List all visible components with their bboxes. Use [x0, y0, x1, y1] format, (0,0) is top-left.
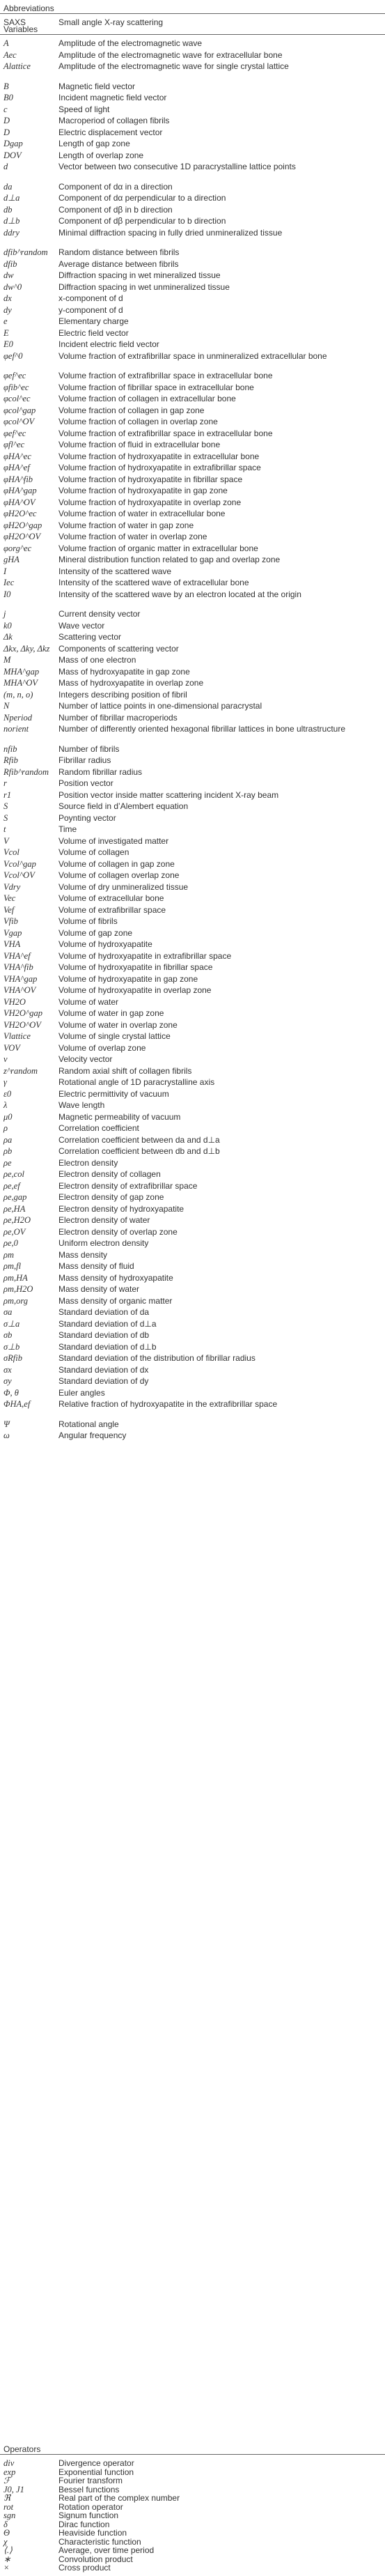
description-cell: Volume fraction of extrafibrillar space in extracellular bone [58, 371, 273, 380]
symbol-cell: DOV [3, 150, 22, 160]
symbol-cell: Δkx, Δky, Δkz [3, 643, 50, 654]
symbol-cell: VHA^OV [3, 985, 36, 995]
symbol-cell: ρe,col [3, 1169, 24, 1179]
symbol-cell: z^random [3, 1065, 38, 1076]
symbol-cell: φcol^OV [3, 417, 35, 426]
description-cell: Rotational angle of 1D paracrystalline axis [58, 1077, 215, 1087]
description-cell: Wave vector [58, 620, 105, 631]
symbol-cell: ℜ [3, 2493, 11, 2503]
description-cell: Divergence operator [58, 2458, 134, 2468]
symbol-cell: r [3, 778, 7, 788]
description-cell: Electron density of overlap zone [58, 1226, 178, 1237]
symbol-cell: ρe,OV [3, 1226, 26, 1237]
section-divider [0, 13, 385, 14]
symbol-cell: ρa [3, 1134, 13, 1145]
description-cell: Intensity of the scattered wave of extracellular bone [58, 578, 249, 587]
description-cell: Volume of hydroxyapatite in fibrillar space [58, 962, 213, 972]
description-cell: Correlation coefficient between da and d⊥a [58, 1134, 220, 1145]
symbol-cell: e [3, 316, 8, 326]
symbol-cell: ρm,HA [3, 1272, 28, 1283]
symbol-cell: dy [3, 304, 12, 315]
description-cell: Electric field vector [58, 327, 129, 338]
description-cell: Mass density [58, 1249, 108, 1260]
symbol-cell: r1 [3, 789, 12, 800]
description-cell: Number of lattice points in one-dimensional paracrystal [58, 701, 262, 711]
symbol-cell: ∗ [3, 2554, 11, 2564]
symbol-cell: λ [3, 1100, 8, 1110]
description-cell: Volume fraction of extrafibrillar space in extracellular bone [58, 428, 273, 438]
description-cell: Volume fraction of water in extracellular bone [58, 509, 226, 518]
symbol-cell: Vcol^gap [3, 858, 36, 869]
symbol-cell: VOV [3, 1042, 20, 1053]
description-cell: Time [58, 824, 77, 834]
symbol-cell: Vlattice [3, 1031, 31, 1041]
description-cell: Angular frequency [58, 1430, 127, 1440]
symbol-cell: V [3, 835, 9, 846]
symbol-cell: ρe,H2O [3, 1215, 31, 1225]
symbol-cell: VHA^ef [3, 950, 31, 961]
description-cell: Mass density of water [58, 1284, 140, 1294]
symbol-cell: VHA^gap [3, 973, 38, 984]
description-cell: Amplitude of the electromagnetic wave for single crystal lattice [58, 61, 289, 71]
description-cell: Exponential function [58, 2467, 134, 2477]
description-cell: y-component of d [58, 304, 123, 315]
description-cell: Heaviside function [58, 2528, 127, 2538]
symbol-cell: Rfib^random [3, 766, 49, 777]
symbol-cell: ℱ [3, 2476, 10, 2485]
symbol-cell: Aec [3, 49, 17, 60]
description-cell: Poynting vector [58, 812, 116, 823]
symbol-cell: Vfib [3, 916, 18, 926]
section-divider [0, 34, 385, 35]
description-cell: Euler angles [58, 1387, 105, 1398]
description-cell: Volume fraction of water in gap zone [58, 520, 194, 530]
symbol-cell: γ [3, 1077, 7, 1087]
symbol-cell: div [3, 2458, 15, 2468]
description-cell: Volume fraction of hydroxyapatite in overlap zone [58, 497, 242, 507]
description-cell: Electron density of collagen [58, 1169, 161, 1179]
symbol-cell: da [3, 181, 13, 192]
symbol-cell: σx [3, 1364, 12, 1375]
description-cell: Current density vector [58, 609, 141, 619]
symbol-cell: S [3, 801, 8, 811]
symbol-cell: rot [3, 2501, 14, 2512]
symbol-cell: φH2O^ec [3, 509, 37, 518]
symbol-cell: φH2O^OV [3, 532, 41, 541]
description-cell: Mass density of fluid [58, 1261, 134, 1271]
description-cell: Electron density of extrafibrillar space [58, 1180, 198, 1191]
description-cell: Volume of collagen overlap zone [58, 870, 180, 880]
symbol-cell: ρe,ef [3, 1180, 20, 1191]
symbol-cell: φfib^ec [3, 382, 29, 392]
symbol-cell: ddry [3, 227, 19, 238]
symbol-cell: t [3, 824, 6, 834]
symbol-cell: B [3, 81, 9, 91]
symbol-cell: ρm,fl [3, 1261, 22, 1271]
symbol-cell: j [3, 609, 6, 619]
description-cell: Random axial shift of collagen fibrils [58, 1065, 192, 1076]
symbol-cell: φHA^OV [3, 497, 36, 507]
description-cell: Cross product [58, 2563, 111, 2573]
description-cell: Volume of water in gap zone [58, 1008, 164, 1018]
symbol-cell: φef^ec [3, 428, 26, 438]
symbol-cell: D [3, 116, 10, 125]
symbol-cell: dw [3, 270, 14, 280]
description-cell: Magnetic field vector [58, 81, 136, 91]
description-cell: Velocity vector [58, 1054, 113, 1064]
description-cell: Position vector inside matter scattering incident X-ray beam [58, 789, 279, 800]
description-cell: Volume of extracellular bone [58, 893, 164, 903]
symbol-cell: σy [3, 1376, 12, 1386]
description-cell: Magnetic permeability of vacuum [58, 1111, 181, 1122]
description-cell: Volume fraction of hydroxyapatite in extrafibrillar space [58, 463, 261, 472]
description-cell: Electron density of hydroxyapatite [58, 1203, 184, 1214]
description-cell: Volume fraction of hydroxyapatite in gap zone [58, 486, 228, 495]
symbol-cell: σRfib [3, 1353, 22, 1363]
symbol-cell: J0, J1 [3, 2484, 24, 2494]
description-cell: Convolution product [58, 2554, 133, 2564]
symbol-cell: φHA^ec [3, 451, 31, 461]
description-cell: Volume of gap zone [58, 927, 133, 938]
symbol-cell: VH2O^gap [3, 1008, 42, 1018]
description-cell: Volume fraction of collagen in extracellular bone [58, 394, 236, 403]
symbol-cell: exp [3, 2467, 16, 2477]
symbol-cell: Vec [3, 893, 16, 903]
description-cell: Position vector [58, 778, 113, 788]
description-cell: Random distance between fibrils [58, 247, 180, 257]
symbol-cell: k0 [3, 620, 12, 631]
symbol-cell: gHA [3, 555, 19, 564]
description-cell: Uniform electron density [58, 1238, 149, 1248]
description-cell: Integers describing position of fibril [58, 689, 187, 700]
description-cell: x-component of d [58, 293, 123, 303]
description-cell: Volume of water in overlap zone [58, 1019, 178, 1030]
symbol-cell: ρb [3, 1146, 13, 1156]
symbol-cell: E0 [3, 339, 13, 349]
symbol-cell: φHA^gap [3, 486, 37, 495]
description-cell: Component of dα perpendicular to a direction [58, 193, 226, 203]
symbol-cell: d⊥a [3, 193, 20, 203]
description-cell: Volume of hydroxyapatite in gap zone [58, 973, 198, 984]
symbol-cell: db [3, 204, 13, 215]
description-cell: Standard deviation of the distribution of fibrillar radius [58, 1353, 256, 1363]
description-cell: Number of fibrils [58, 743, 120, 754]
symbol-cell: dx [3, 293, 12, 303]
symbol-cell: MHA^OV [3, 678, 38, 688]
symbol-cell: Vcol^OV [3, 870, 35, 880]
description-cell: Volume fraction of fluid in extracellular bone [58, 440, 221, 449]
description-cell: Standard deviation of dx [58, 1364, 149, 1375]
description-cell: Volume of dry unmineralized tissue [58, 881, 189, 892]
symbol-cell: ⟨.⟩ [3, 2545, 13, 2555]
description-cell: Electron density [58, 1157, 118, 1168]
description-cell: Mineral distribution function related to gap and overlap zone [58, 555, 281, 564]
description-cell: Average distance between fibrils [58, 259, 179, 269]
symbol-cell: δ [3, 2519, 8, 2529]
description-cell: Component of dα in a direction [58, 181, 173, 192]
description-cell: Components of scattering vector [58, 643, 179, 654]
section-divider [0, 2454, 385, 2455]
description-cell: Standard deviation of d⊥a [58, 1318, 157, 1329]
symbol-cell: c [3, 104, 8, 114]
symbol-cell: ρm [3, 1249, 15, 1260]
symbol-cell: D [3, 127, 10, 137]
description-cell: Dirac function [58, 2519, 110, 2529]
symbol-cell: E [3, 327, 9, 338]
symbol-cell: dw^0 [3, 281, 22, 292]
description-cell: Relative fraction of hydroxyapatite in the extrafibrillar space [58, 1399, 278, 1409]
symbol-cell: Alattice [3, 61, 31, 71]
description-cell: Mass of hydroxyapatite in overlap zone [58, 678, 204, 688]
description-cell: Mass density of hydroxyapatite [58, 1272, 173, 1283]
description-cell: Correlation coefficient between db and d⊥b [58, 1146, 220, 1156]
description-cell: Mass of hydroxyapatite in gap zone [58, 666, 190, 677]
description-cell: Volume of single crystal lattice [58, 1031, 171, 1041]
symbol-cell: ρe,gap [3, 1192, 27, 1202]
description-cell: Volume fraction of hydroxyapatite in fibrillar space [58, 474, 243, 484]
description-cell: Number of fibrillar macroperiods [58, 712, 178, 723]
description-cell: Wave length [58, 1100, 105, 1110]
section-title: Abbreviations [3, 3, 54, 13]
symbol-cell: A [3, 38, 9, 48]
symbol-cell: Nperiod [3, 712, 32, 723]
description-cell: Volume of hydroxyapatite in overlap zone [58, 985, 212, 995]
description-cell: Real part of the complex number [58, 2493, 180, 2503]
description-cell: Intensity of the scattered wave by an electron located at the origin [58, 589, 301, 599]
description-cell: Volume fraction of organic matter in extracellular bone [58, 543, 258, 553]
description-cell: Volume of hydroxyapatite in extrafibrillar space [58, 950, 232, 961]
symbol-cell: dfib [3, 259, 17, 269]
symbol-cell: MHA^gap [3, 666, 40, 677]
symbol-cell: σ⊥b [3, 1341, 20, 1352]
description-cell: Fibrillar radius [58, 755, 111, 765]
description-cell: Volume of investigated matter [58, 835, 169, 846]
description-cell: Volume of water [58, 996, 119, 1007]
symbol-cell: Θ [3, 2528, 10, 2538]
description-cell: Standard deviation of db [58, 1330, 150, 1340]
symbol-cell: ρe,HA [3, 1203, 26, 1214]
description-cell: Volume fraction of collagen in overlap zone [58, 417, 218, 426]
description-cell: Macroperiod of collagen fibrils [58, 116, 170, 125]
description-cell: Mass density of organic matter [58, 1295, 173, 1306]
description-cell: Volume of overlap zone [58, 1042, 146, 1053]
description-cell: Fourier transform [58, 2476, 123, 2485]
description-cell: Incident magnetic field vector [58, 93, 167, 102]
description-cell: Length of gap zone [58, 139, 130, 148]
symbol-cell: Vcol [3, 847, 19, 857]
symbol-cell: SAXS [3, 17, 26, 27]
symbol-cell: χ [3, 2536, 8, 2547]
symbol-cell: VHA [3, 939, 21, 949]
symbol-cell: (m, n, o) [3, 689, 33, 700]
section-title: Operators [3, 2444, 41, 2454]
description-cell: Electron density of water [58, 1215, 150, 1225]
description-cell: Volume of collagen [58, 847, 129, 857]
description-cell: Volume of collagen in gap zone [58, 858, 175, 869]
description-cell: Correlation coefficient [58, 1123, 139, 1133]
description-cell: Number of differently oriented hexagonal fibrillar lattices in bone ultrastructure [58, 724, 345, 734]
description-cell: Volume of hydroxyapatite [58, 939, 152, 949]
symbol-cell: d⊥b [3, 216, 20, 226]
symbol-cell: d [3, 162, 8, 171]
description-cell: Vector between two consecutive 1D paracrystalline lattice points [58, 162, 296, 171]
section-title: Variables [3, 24, 38, 34]
symbol-cell: φcol^gap [3, 405, 36, 415]
description-cell: Random fibrillar radius [58, 766, 143, 777]
description-cell: Incident electric field vector [58, 339, 159, 349]
symbol-cell: ρe [3, 1157, 12, 1168]
symbol-cell: Vef [3, 904, 15, 915]
symbol-cell: ω [3, 1430, 10, 1440]
description-cell: Amplitude of the electromagnetic wave [58, 38, 203, 48]
symbol-cell: VH2O [3, 996, 26, 1007]
description-cell: Bessel functions [58, 2484, 120, 2494]
symbol-cell: I [3, 566, 7, 576]
symbol-cell: ρm,H2O [3, 1284, 33, 1294]
symbol-cell: φHA^fib [3, 474, 33, 484]
symbol-cell: v [3, 1054, 8, 1064]
description-cell: Mass of one electron [58, 655, 136, 665]
description-cell: Volume of extrafibrillar space [58, 904, 166, 915]
symbol-cell: σ⊥a [3, 1318, 20, 1329]
description-cell: Standard deviation of dy [58, 1376, 149, 1386]
symbol-cell: VHA^fib [3, 962, 33, 972]
description-cell: Volume fraction of water in overlap zone [58, 532, 207, 541]
description-cell: Characteristic function [58, 2536, 141, 2547]
description-cell: Amplitude of the electromagnetic wave for extracellular bone [58, 49, 283, 60]
symbol-cell: φorg^ec [3, 543, 32, 553]
description-cell: Intensity of the scattered wave [58, 566, 172, 576]
description-cell: Volume of fibrils [58, 916, 118, 926]
symbol-cell: σa [3, 1307, 13, 1317]
symbol-cell: φcol^ec [3, 394, 31, 403]
description-cell: Rotation operator [58, 2501, 123, 2512]
description-cell: Standard deviation of da [58, 1307, 150, 1317]
symbol-cell: ΦHA,ef [3, 1399, 31, 1409]
symbol-cell: ε0 [3, 1088, 12, 1099]
description-cell: Source field in d’Alembert equation [58, 801, 189, 811]
symbol-cell: M [3, 655, 11, 665]
symbol-cell: norient [3, 724, 29, 734]
symbol-cell: sgn [3, 2511, 16, 2520]
description-cell: Minimal diffraction spacing in fully dried unmineralized tissue [58, 227, 283, 238]
symbol-cell: dfib^random [3, 247, 48, 257]
symbol-cell: Rfib [3, 755, 18, 765]
symbol-cell: φH2O^gap [3, 520, 42, 530]
symbol-cell: Vdry [3, 881, 21, 892]
description-cell: Volume fraction of extrafibrillar space in unmineralized extracellular bone [58, 350, 327, 361]
description-cell: Diffraction spacing in wet unmineralized tissue [58, 281, 230, 292]
symbol-cell: Dgap [3, 139, 23, 148]
description-cell: Electric permittivity of vacuum [58, 1088, 169, 1099]
symbol-cell: Δk [3, 632, 13, 642]
symbol-cell: S [3, 812, 8, 823]
description-cell: Diffraction spacing in wet mineralized tissue [58, 270, 221, 280]
symbol-cell: φfl^ec [3, 440, 25, 449]
description-cell: Signum function [58, 2511, 119, 2520]
symbol-cell: φef^0 [3, 350, 23, 361]
description-cell: Component of dβ perpendicular to b direction [58, 216, 226, 226]
symbol-cell: VH2O^OV [3, 1019, 41, 1030]
symbol-cell: Vgap [3, 927, 22, 938]
symbol-cell: Φ, θ [3, 1387, 19, 1398]
description-cell: Length of overlap zone [58, 150, 144, 160]
symbol-cell: μ0 [3, 1111, 13, 1122]
symbol-cell: ρe,0 [3, 1238, 18, 1248]
description-cell: Volume fraction of hydroxyapatite in extracellular bone [58, 451, 260, 461]
description-cell: Speed of light [58, 104, 110, 114]
symbol-cell: Iec [3, 578, 15, 587]
symbol-cell: nfib [3, 743, 17, 754]
symbol-cell: Ψ [3, 1419, 10, 1429]
symbol-cell: φef^ec [3, 371, 26, 380]
description-cell: Volume fraction of collagen in gap zone [58, 405, 205, 415]
description-cell: Component of dβ in b direction [58, 204, 173, 215]
symbol-cell: N [3, 701, 10, 711]
description-cell: Small angle X-ray scattering [58, 17, 164, 27]
symbol-cell: φHA^ef [3, 463, 30, 472]
description-cell: Scattering vector [58, 632, 122, 642]
symbol-cell: × [3, 2563, 10, 2573]
symbol-cell: ρm,org [3, 1295, 29, 1306]
description-cell: Average, over time period [58, 2545, 155, 2555]
symbol-cell: σb [3, 1330, 13, 1340]
symbol-cell: B0 [3, 93, 13, 102]
description-cell: Electron density of gap zone [58, 1192, 164, 1202]
description-cell: Volume fraction of fibrillar space in extracellular bone [58, 382, 254, 392]
description-cell: Electric displacement vector [58, 127, 163, 137]
description-cell: Elementary charge [58, 316, 129, 326]
description-cell: Rotational angle [58, 1419, 119, 1429]
symbol-cell: ρ [3, 1123, 8, 1133]
description-cell: Standard deviation of d⊥b [58, 1341, 157, 1352]
symbol-cell: I0 [3, 589, 11, 599]
